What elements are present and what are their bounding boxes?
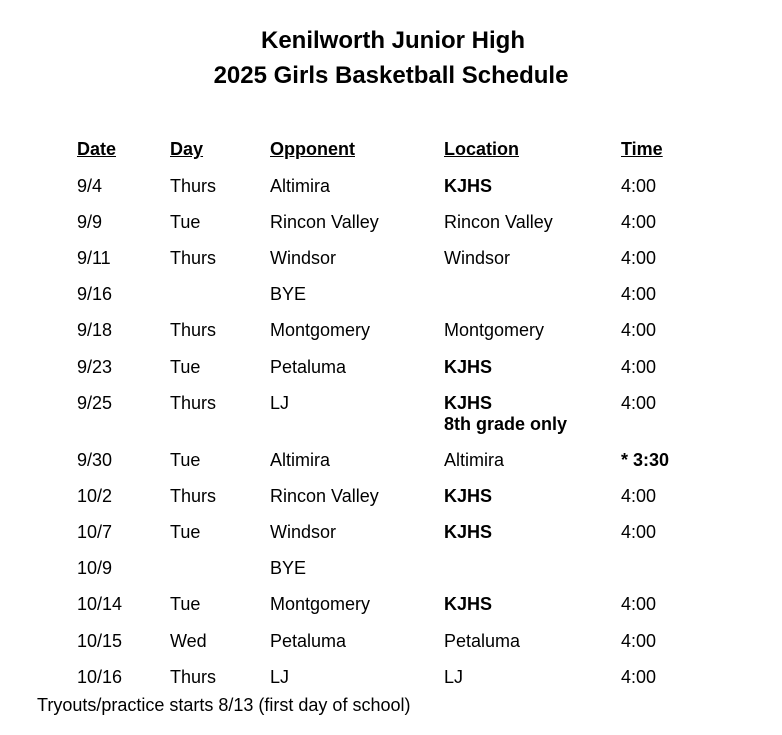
row-time: 4:00	[621, 486, 657, 506]
row-opponent: Altimira	[270, 176, 331, 196]
row-date: 10/15	[77, 631, 123, 651]
row-date: 10/16	[77, 667, 123, 687]
header-opponent: Opponent	[270, 139, 355, 159]
row-time: 4:00	[621, 522, 657, 542]
row-opponent: Montgomery	[270, 594, 371, 614]
row-location: Montgomery	[444, 320, 545, 340]
footer-note: Tryouts/practice starts 8/13 (first day of school)	[37, 695, 411, 715]
row-day: Tue	[170, 212, 201, 232]
row-location: KJHS	[444, 486, 493, 506]
row-location: Windsor	[444, 248, 511, 268]
row-opponent: Windsor	[270, 248, 337, 268]
row-location: KJHS	[444, 393, 493, 413]
row-day: Thurs	[170, 320, 217, 340]
row-opponent: Altimira	[270, 450, 331, 470]
row-day: Thurs	[170, 248, 217, 268]
row-date: 9/4	[77, 176, 103, 196]
row-location: KJHS	[444, 522, 493, 542]
row-time: 4:00	[621, 594, 657, 614]
row-day: Thurs	[170, 667, 217, 687]
row-opponent: BYE	[270, 558, 307, 578]
row-day: Tue	[170, 357, 201, 377]
row-date: 9/30	[77, 450, 113, 470]
row-time: 4:00	[621, 248, 657, 268]
header-date: Date	[77, 139, 117, 159]
row-day: Thurs	[170, 176, 217, 196]
row-date: 9/9	[77, 212, 103, 232]
row-time: 4:00	[621, 284, 657, 304]
row-time: * 3:30	[621, 450, 670, 470]
row-time: 4:00	[621, 176, 657, 196]
row-day: Thurs	[170, 486, 217, 506]
row-date: 9/18	[77, 320, 113, 340]
row-date: 9/23	[77, 357, 113, 377]
row-day: Wed	[170, 631, 207, 651]
header-day: Day	[170, 139, 204, 159]
row-opponent: Petaluma	[270, 357, 347, 377]
header-location: Location	[444, 139, 519, 159]
row-day: Tue	[170, 450, 201, 470]
row-opponent: BYE	[270, 284, 307, 304]
row-day: Thurs	[170, 393, 217, 413]
row-opponent: Windsor	[270, 522, 337, 542]
row-date: 10/14	[77, 594, 123, 614]
header-time: Time	[621, 139, 663, 159]
row-opponent: Montgomery	[270, 320, 371, 340]
row-location: Rincon Valley	[444, 212, 553, 232]
row-date: 10/9	[77, 558, 113, 578]
row-time: 4:00	[621, 667, 657, 687]
row-day: Tue	[170, 522, 201, 542]
row-opponent: LJ	[270, 393, 290, 413]
row-opponent: Rincon Valley	[270, 486, 379, 506]
row-time: 4:00	[621, 320, 657, 340]
row-opponent: Rincon Valley	[270, 212, 379, 232]
row-date: 9/25	[77, 393, 113, 413]
row-location: KJHS	[444, 357, 493, 377]
row-day: Tue	[170, 594, 201, 614]
row-time: 4:00	[621, 393, 657, 413]
row-location: Petaluma	[444, 631, 521, 651]
page-subtitle: 2025 Girls Basketball Schedule	[213, 62, 569, 89]
row-location: KJHS	[444, 594, 493, 614]
page-title: Kenilworth Junior High	[261, 27, 525, 54]
row-time: 4:00	[621, 212, 657, 232]
row-opponent: Petaluma	[270, 631, 347, 651]
row-location: KJHS	[444, 176, 493, 196]
row-time: 4:00	[621, 631, 657, 651]
row-location-note: 8th grade only	[444, 414, 568, 434]
row-opponent: LJ	[270, 667, 290, 687]
row-date: 9/11	[77, 248, 111, 268]
row-date: 10/2	[77, 486, 113, 506]
row-date: 10/7	[77, 522, 113, 542]
row-time: 4:00	[621, 357, 657, 377]
row-date: 9/16	[77, 284, 113, 304]
row-location: Altimira	[444, 450, 505, 470]
row-location: LJ	[444, 667, 464, 687]
